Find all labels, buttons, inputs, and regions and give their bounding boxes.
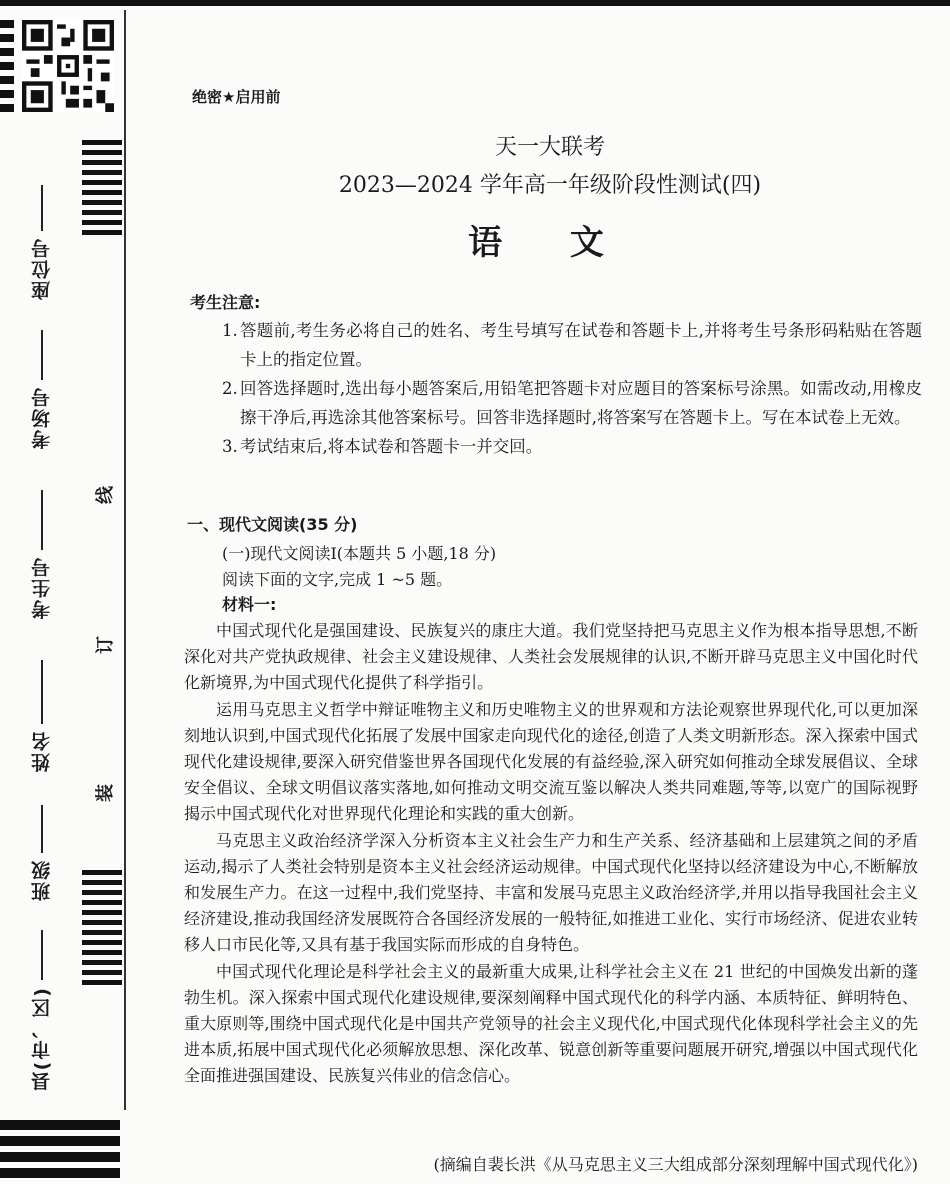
binding-char-line: 线 — [95, 486, 116, 504]
notice-text: 考试结束后,将本试卷和答题卡一并交回。 — [240, 437, 543, 456]
section-heading: 一、现代文阅读(35 分) — [187, 515, 358, 534]
name-label: 姓名 — [31, 730, 53, 772]
class-label: 班级 — [31, 859, 53, 901]
county-label: 县(市、区) — [31, 986, 53, 1092]
passage-paragraph: 马克思主义政治经济学深入分析资本主义社会生产力和生产关系、经济基础和上层建筑之间的矛盾运动,揭示了人类社会特别是资本主义社会经济运动规律。中国式现代化坚持以经济建设为中心,不断解放和发展生产力。在这一过程中,我们党坚持、丰富和发展马克思主义政治经济学,并用以指导我国社会主义经济建设,推动我国经济发展既符合各国经济发展的一般特征,如推进工业化、实行市场经济、促进农业转移人口市民化等,又具有基于我国实际而形成的自身特色。 — [184, 830, 918, 955]
binding-barcode-strip — [82, 870, 122, 990]
subsection-heading: (一)现代文阅读Ⅰ(本题共 5 小题,18 分) — [222, 544, 497, 563]
notice-list — [222, 316, 922, 461]
reading-passage — [184, 618, 918, 1090]
passage-paragraph: 中国式现代化理论是科学社会主义的最新重大成果,让科学社会主义在 21 世纪的中国焕发出新的蓬勃生机。深入探索中国式现代化建设规律,要深刻阐释中国式现代化的科学内涵、本质特征、鲜明特色、重大原则等,围绕中国式现代化是中国共产党领导的社会主义现代化,中国式现代化体现科学社会主义的先进本质,拓展中国式现代化必须解放思想、深化改革、锐意创新等重要问题展开研究,增强以中国式现代化全面推进强国建设、民族复兴伟业的信念信心。 — [184, 961, 918, 1086]
exam-room-blank[interactable] — [41, 330, 43, 380]
binding-char-order: 订 — [95, 636, 116, 654]
exam-number-field[interactable] — [30, 490, 54, 619]
passage-citation: (摘编自裴长洪《从马克思主义三大组成部分深刻理解中国式现代化》) — [433, 1155, 918, 1174]
notice-item — [222, 432, 922, 461]
notice-text: 答题前,考生务必将自己的姓名、考生号填写在试卷和答题卡上,并将考生号条形码粘贴在答题卡上的指定位置。 — [240, 321, 922, 369]
notice-number: 2. — [222, 379, 238, 398]
notice-number: 3. — [222, 437, 238, 456]
exam-number-blank[interactable] — [41, 490, 43, 550]
notice-text: 回答选择题时,选出每小题答案后,用铅笔把答题卡对应题目的答案标号涂黑。如需改动,用橡皮擦干净后,再选涂其他答案标号。回答非选择题时,将答案写在答题卡上。写在本试卷上无效。 — [240, 379, 922, 427]
notice-item — [222, 374, 922, 432]
qr-code-icon — [22, 20, 114, 112]
exam-title: 2023—2024 学年高一年级阶段性测试(四) — [338, 173, 762, 198]
exam-room-field[interactable] — [30, 330, 54, 449]
notice-heading: 考生注意: — [190, 293, 261, 312]
county-field[interactable] — [30, 930, 54, 1091]
name-blank[interactable] — [41, 660, 43, 724]
material-label: 材料一: — [222, 595, 277, 614]
reading-instruction: 阅读下面的文字,完成 1 ~5 题。 — [222, 570, 453, 589]
exam-number-label: 考生号 — [31, 556, 53, 619]
passage-paragraph: 中国式现代化是强国建设、民族复兴的康庄大道。我们党坚持把马克思主义作为根本指导思想,不断深化对共产党执政规律、社会主义建设规律、人类社会发展规律的认识,不断开辟马克思主义中国化时代化新境界,为中国式现代化提供了科学指引。 — [184, 621, 918, 693]
top-border — [0, 0, 950, 6]
county-blank[interactable] — [41, 930, 43, 980]
seat-number-label: 座位号 — [31, 237, 53, 300]
notice-number: 1. — [222, 321, 238, 340]
subject-title: 语 文 — [468, 223, 632, 263]
alignment-marks — [0, 20, 14, 115]
exam-room-label: 考场号 — [31, 386, 53, 449]
class-blank[interactable] — [41, 805, 43, 853]
confidential-mark: 绝密★启用前 — [192, 88, 281, 106]
passage-paragraph: 运用马克思主义哲学中辩证唯物主义和历史唯物主义的世界观和方法论观察世界现代化,可以更加深刻地认识到,中国式现代化拓展了发展中国家走向现代化的途径,创造了人类文明新形态。深入探索中国式现代化建设规律,要深入研究借鉴世界各国现代化发展的有益经验,深入研究如何推动全球发展倡议、全球安全倡议、全球文明倡议落实落地,如何推动文明交流互鉴以解决人类共同难题,等等,以宽广的国际视野揭示中国式现代化对世界现代化理论和实践的重大创新。 — [184, 699, 918, 824]
class-field[interactable] — [30, 805, 54, 901]
organizer-title: 天一大联考 — [494, 135, 605, 160]
name-field[interactable] — [30, 660, 54, 772]
binding-char-bind: 装 — [95, 784, 116, 802]
notice-item — [222, 316, 922, 374]
